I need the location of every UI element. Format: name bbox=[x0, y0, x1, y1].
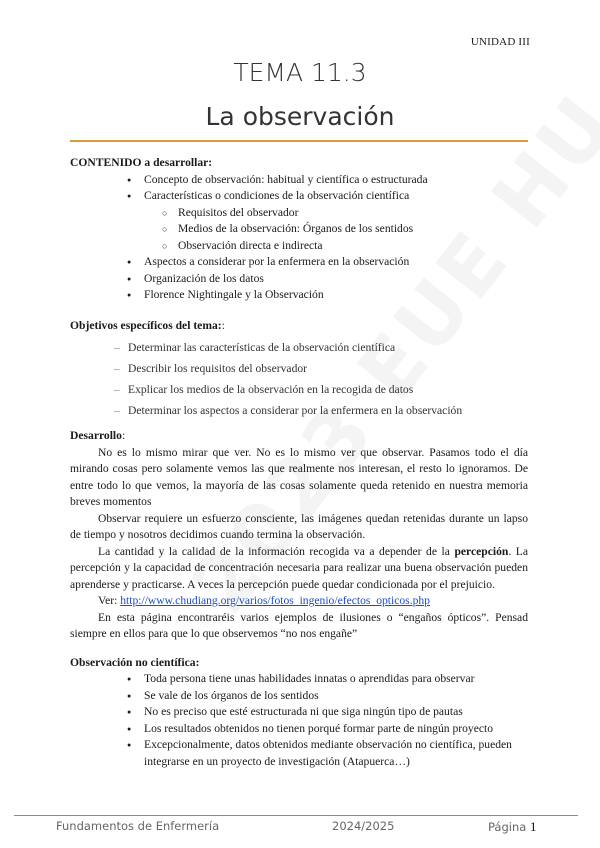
list-item: ○ Medios de la observación: Órganos de los sentidos bbox=[70, 221, 528, 238]
unit-label: UNIDAD III bbox=[470, 36, 530, 48]
list-item: ● Toda persona tiene unas habilidades innatas o aprendidas para observar bbox=[70, 671, 528, 688]
desarrollo-heading-row bbox=[70, 428, 528, 445]
list-item: ○ Requisitos del observador bbox=[70, 205, 528, 222]
contenido-sublist bbox=[70, 205, 528, 255]
objetivos-list bbox=[70, 340, 528, 420]
list-item: ● Características o condiciones de la observación científica bbox=[70, 188, 528, 205]
list-item: – Describir los requisitos del observador bbox=[70, 361, 528, 378]
list-item: – Explicar los medios de la observación en la recogida de datos bbox=[70, 382, 528, 399]
page-number: 1 bbox=[529, 819, 537, 834]
paragraph: En esta página encontraréis varios ejemplos de ilusiones o “engaños ópticos”. Pensad siempre en ellos para que lo que observemos “no nos engañe” bbox=[70, 610, 528, 640]
ver-line bbox=[70, 593, 528, 610]
list-item: – Determinar las características de la observación científica bbox=[70, 340, 528, 357]
list-item: ● Organización de los datos bbox=[70, 271, 528, 288]
list-item: ● Florence Nightingale y la Observación bbox=[70, 287, 528, 304]
list-item: ● Se vale de los órganos de los sentidos bbox=[70, 688, 528, 705]
desarrollo-heading: Desarrollo bbox=[70, 429, 122, 442]
list-item: ● Los resultados obtenidos no tienen porqué formar parte de ningún proyecto bbox=[70, 721, 528, 738]
text: La cantidad y la calidad de la información recogida va a depender de la bbox=[98, 544, 455, 558]
objetivos-heading-suffix: : bbox=[221, 318, 225, 332]
page-label: Página bbox=[488, 820, 530, 834]
ver-label: Ver: bbox=[98, 594, 121, 607]
paragraph-percepcion bbox=[70, 544, 528, 594]
objetivos-heading-row bbox=[70, 318, 528, 335]
list-item: – Determinar los aspectos a considerar por la enfermera en la observación bbox=[70, 403, 528, 420]
list-item: ● No es preciso que esté estructurada ni que siga ningún tipo de pautas bbox=[70, 704, 528, 721]
text: . La percepción y la capacidad de concentración necesaria para realizar una buena observación pueden aprenderse y practicarse. A veces la percepción puede quedar condicionada por el prejuicio. bbox=[70, 544, 528, 591]
list-item: ● Excepcionalmente, datos obtenidos mediante observación no científica, pueden integrarse en un proyecto de investigación (Atapuerca…) bbox=[70, 737, 528, 770]
contenido-list bbox=[70, 172, 528, 205]
paragraph: Observar requiere un esfuerzo consciente, las imágenes quedan retenidas durante un lapso de tiempo y nosotros decidimos cuando termina la observación. bbox=[70, 511, 528, 541]
footer-page bbox=[488, 819, 536, 835]
tema-heading: TEMA 11.3 bbox=[233, 58, 367, 87]
footer-course: Fundamentos de Enfermería bbox=[56, 819, 220, 833]
bold-term: percepción bbox=[454, 544, 509, 558]
external-link[interactable]: http://www.chudiang.org/varios/fotos_ingenio/efectos_opticos.php bbox=[120, 594, 430, 607]
list-item: ● Aspectos a considerar por la enfermera en la observación bbox=[70, 254, 528, 271]
page-title: La observación bbox=[205, 102, 395, 131]
title-divider bbox=[70, 140, 528, 142]
footer-year: 2024/2025 bbox=[332, 819, 395, 833]
contenido-list-2 bbox=[70, 254, 528, 304]
list-item: ○ Observación directa e indirecta bbox=[70, 238, 528, 255]
observacion-heading: Observación no científica: bbox=[70, 655, 200, 669]
desarrollo-heading-suffix: : bbox=[121, 429, 126, 442]
footer-divider bbox=[14, 815, 578, 816]
contenido-heading: CONTENIDO a desarrollar: bbox=[70, 156, 213, 169]
objetivos-heading: Objetivos específicos del tema: bbox=[70, 318, 222, 332]
list-item: ● Concepto de observación: habitual y científica o estructurada bbox=[70, 172, 528, 189]
document-body bbox=[70, 155, 528, 770]
paragraph: No es lo mismo mirar que ver. No es lo mismo ver que observar. Pasamos todo el día mirando cosas pero solamente vemos las que realmente nos interesan, el resto lo ignoramos. De entre todo lo que vemos, la mayoría de las cosas solamente queda retenido en nuestra memoria breves momentos bbox=[70, 445, 528, 508]
observacion-list bbox=[70, 671, 528, 770]
